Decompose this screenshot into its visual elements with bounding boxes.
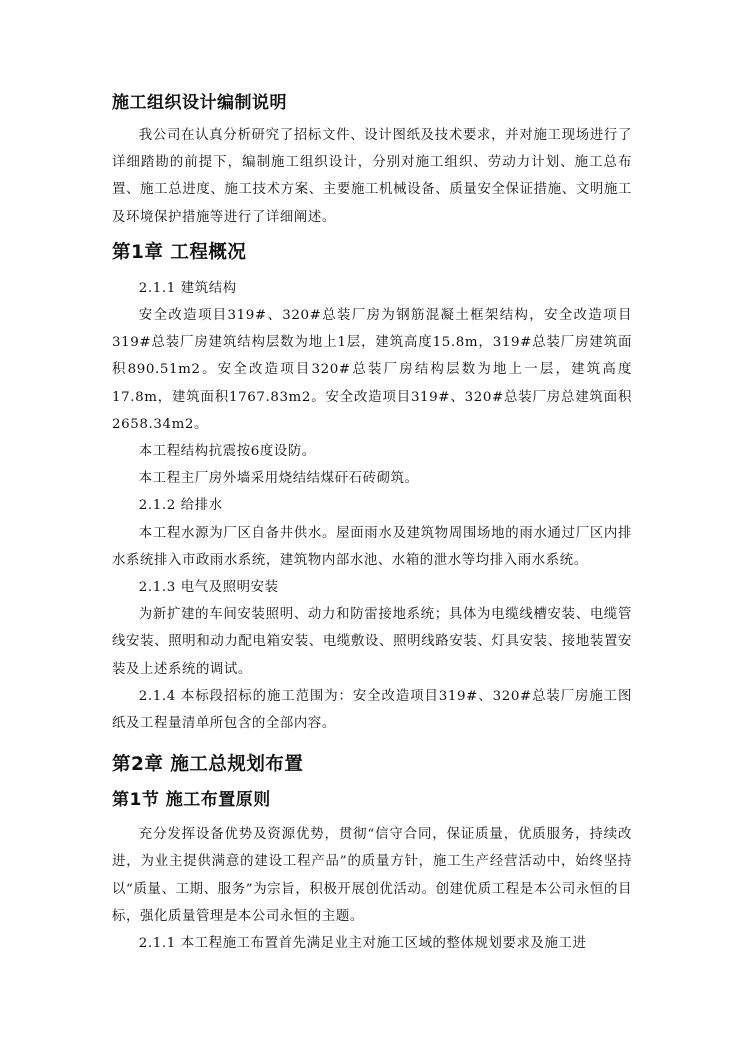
subsection-2-1-3: 2.1.3 电气及照明安装 [138, 580, 279, 596]
chapter-1-heading: 第1章 工程概况 [112, 241, 247, 263]
paragraph-wall: 本工程主厂房外墙采用烧结结煤矸石砖砌筑。 [138, 471, 419, 487]
paragraph-scope: 2.1.4 本标段招标的施工范围为：安全改造项目319#、320#总装厂房施工图纸及工程量清单所包含的全部内容。 [112, 688, 632, 732]
chapter-2-heading: 第2章 施工总规划布置 [112, 754, 304, 776]
document-title: 施工组织设计编制说明 [112, 93, 287, 113]
paragraph-seismic: 本工程结构抗震按6度设防。 [138, 444, 316, 460]
subsection-2-1-2: 2.1.2 给排水 [138, 498, 223, 514]
paragraph-principles: 充分发挥设备优势及资源优势，贯彻“信守合同，保证质量，优质服务，持续改进，为业主提供满意的建设工程产品”的质量方针，施工生产经营活动中，始终坚持以“质量、工期、服务”为宗旨，积极开展创优活动。创建优质工程是本公司永恒的目标，强化质量管理是本公司永恒的主题。 [112, 827, 632, 924]
subsection-2-1-1: 2.1.1 建筑结构 [138, 280, 237, 296]
paragraph-layout: 2.1.1 本工程施工布置首先满足业主对施工区域的整体规划要求及施工进 [138, 936, 587, 952]
intro-paragraph: 我公司在认真分析研究了招标文件、设计图纸及技术要求，并对施工现场进行了详细踏勘的前提下，编制施工组织设计，分别对施工组织、劳动力计划、施工总布置、施工总进度、施工技术方案、主要施工机械设备、质量安全保证措施、文明施工及环境保护措施等进行了详细阐述。 [112, 128, 632, 225]
document-body [112, 90, 632, 957]
section-1-heading: 第1节 施工布置原则 [112, 790, 271, 811]
paragraph-water: 本工程水源为厂区自备井供水。屋面雨水及建筑物周围场地的雨水通过厂区内排水系统排入市政雨水系统，建筑物内部水池、水箱的泄水等均排入雨水系统。 [112, 525, 632, 568]
paragraph-electrical: 为新扩建的车间安装照明、动力和防雷接地系统；具体为电缆线槽安装、电缆管线安装、照明和动力配电箱安装、电缆敷设、照明线路安装、灯具安装、接地装置安装及上述系统的调试。 [112, 607, 632, 677]
paragraph-structure: 安全改造项目319#、320#总装厂房为钢筋混凝土框架结构，安全改造项目319#总装厂房建筑结构层数为地上1层，建筑高度15.8m，319#总装厂房建筑面积890.51m2。安全改造项目320#总装厂房结构层数为地上一层，建筑高度17.8m，建筑面积1767.83m2。安全改造项目319#、320#总装厂房总建筑面积2658.34m2。 [112, 308, 632, 432]
